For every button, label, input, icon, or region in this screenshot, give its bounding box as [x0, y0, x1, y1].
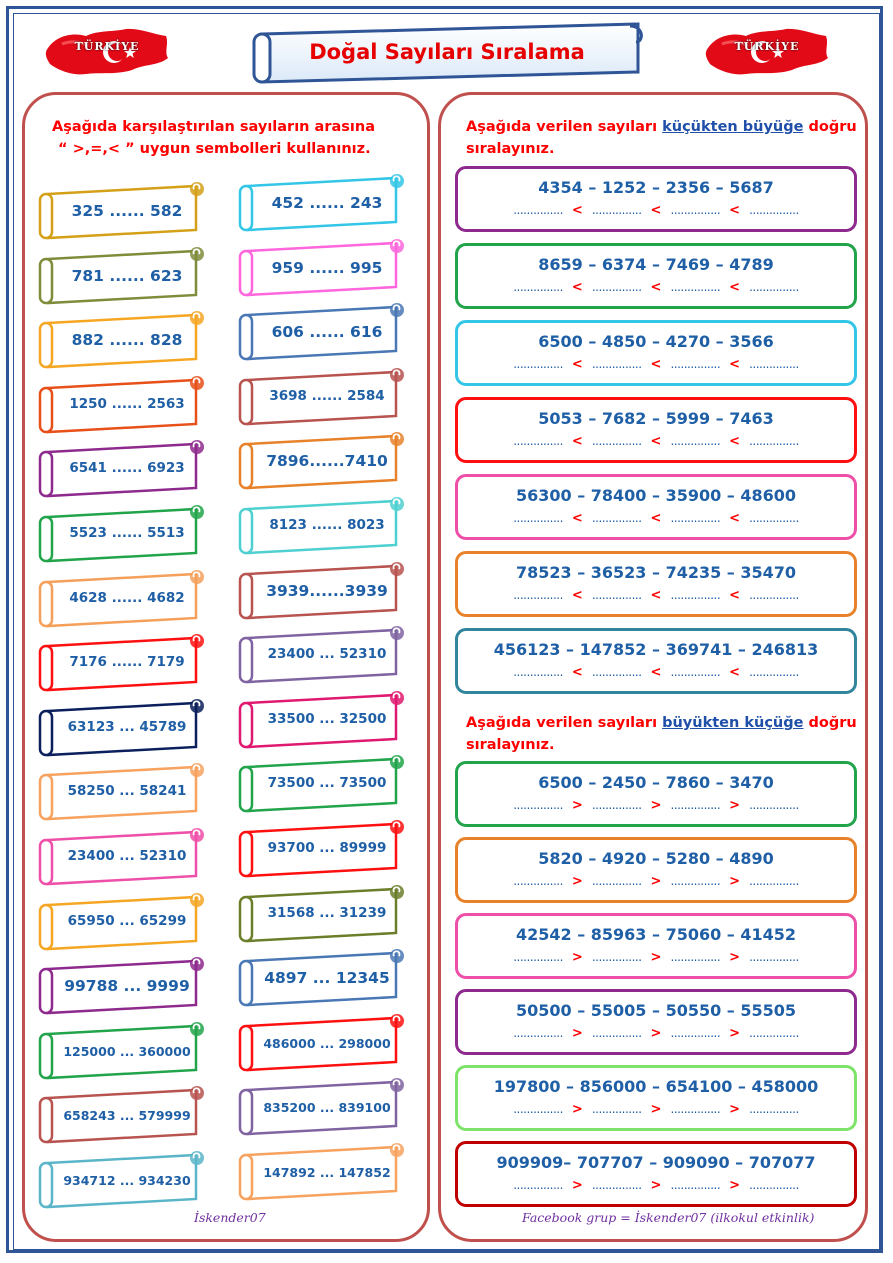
- comparison-item: [36, 568, 208, 628]
- order-symbol: <: [571, 588, 583, 603]
- answer-blank[interactable]: ...............: [513, 357, 563, 371]
- comparison-text: 65950 ... 65299: [67, 912, 187, 929]
- answer-blank[interactable]: ...............: [749, 280, 799, 294]
- comparison-item: [236, 430, 408, 490]
- answer-blank[interactable]: ...............: [670, 1102, 721, 1116]
- answer-blank[interactable]: ...............: [591, 1178, 642, 1192]
- comparison-text: 63123 ... 45789: [67, 718, 187, 735]
- keyword-underlined: küçükten büyüğe: [662, 119, 804, 135]
- answer-blanks[interactable]: [458, 1102, 854, 1117]
- left-footer: İskender07: [194, 1210, 266, 1225]
- comparison-text: 23400 ... 52310: [67, 848, 187, 864]
- order-symbol: >: [571, 1178, 583, 1193]
- keyword-underlined: büyükten küçüğe: [662, 715, 804, 731]
- answer-blank[interactable]: ...............: [591, 434, 642, 448]
- order-symbol: >: [650, 874, 662, 889]
- comparison-item: [36, 180, 208, 240]
- number-sequence: 4354 – 1252 – 2356 – 5687: [538, 178, 774, 197]
- number-sequence: 78523 – 36523 – 74235 – 35470: [515, 563, 797, 582]
- comparison-item: [236, 366, 408, 426]
- comparison-item: [236, 947, 408, 1007]
- answer-blank[interactable]: ...............: [513, 950, 563, 964]
- comparison-item: [236, 1141, 408, 1201]
- comparison-item: [36, 891, 208, 951]
- order-symbol: >: [571, 950, 583, 965]
- answer-blank[interactable]: ...............: [513, 798, 563, 812]
- answer-blank[interactable]: ...............: [749, 1178, 799, 1192]
- number-sequence: 50500 – 55005 – 50550 – 55505: [515, 1001, 797, 1020]
- number-sequence: 5820 – 4920 – 5280 – 4890: [538, 849, 774, 868]
- answer-blank[interactable]: ...............: [513, 1178, 563, 1192]
- order-symbol: >: [571, 1102, 583, 1117]
- comparison-item: [236, 1012, 408, 1072]
- answer-blank[interactable]: ...............: [749, 588, 799, 602]
- answer-blanks[interactable]: [458, 511, 854, 526]
- answer-blank[interactable]: ...............: [591, 588, 642, 602]
- ordering-box: [455, 166, 857, 232]
- answer-blanks[interactable]: [458, 588, 854, 603]
- order-symbol: <: [729, 280, 741, 295]
- comparison-text: 452 ...... 243: [271, 194, 383, 212]
- answer-blank[interactable]: ...............: [749, 434, 799, 448]
- order-symbol: <: [729, 203, 741, 218]
- comparison-item: [236, 818, 408, 878]
- instruction-line: Aşağıda verilen sayıları büyükten küçüğe doğru: [466, 715, 857, 731]
- answer-blanks[interactable]: [458, 874, 854, 889]
- answer-blank[interactable]: ...............: [670, 588, 721, 602]
- instruction-line: sıralayınız.: [466, 737, 555, 753]
- answer-blank[interactable]: ...............: [749, 203, 799, 217]
- comparison-item: [36, 697, 208, 757]
- answer-blank[interactable]: ...............: [591, 511, 642, 525]
- comparison-text: 99788 ... 9999: [64, 977, 190, 996]
- answer-blanks[interactable]: [458, 1026, 854, 1041]
- order-symbol: <: [729, 665, 741, 680]
- flag-label: TÜRKİYE: [734, 40, 800, 53]
- answer-blank[interactable]: ...............: [591, 798, 642, 812]
- comparison-item: [236, 624, 408, 684]
- comparison-item: [36, 438, 208, 498]
- descending-instruction: [466, 712, 857, 756]
- comparison-text: 1250 ...... 2563: [69, 395, 185, 412]
- comparison-item: [36, 503, 208, 563]
- ordering-box: [455, 1065, 857, 1131]
- answer-blank[interactable]: ...............: [591, 1102, 642, 1116]
- number-sequence: 456123 – 147852 – 369741 – 246813: [493, 640, 819, 659]
- comparison-item: [36, 1020, 208, 1080]
- answer-blank[interactable]: ...............: [670, 1178, 721, 1192]
- order-symbol: >: [729, 874, 741, 889]
- order-symbol: >: [729, 950, 741, 965]
- order-symbol: <: [729, 588, 741, 603]
- answer-blank[interactable]: ...............: [513, 588, 563, 602]
- answer-blanks[interactable]: [458, 280, 854, 295]
- instruction-line: Aşağıda verilen sayıları küçükten büyüğe doğru: [466, 119, 857, 135]
- order-symbol: <: [650, 357, 662, 372]
- order-symbol: <: [729, 357, 741, 372]
- comparison-text: 5523 ...... 5513: [69, 525, 185, 541]
- number-sequence: 8659 – 6374 – 7469 – 4789: [538, 255, 774, 274]
- answer-blank[interactable]: ...............: [670, 874, 721, 888]
- ordering-box: [455, 913, 857, 979]
- answer-blank[interactable]: ...............: [749, 665, 799, 679]
- order-symbol: >: [650, 1026, 662, 1041]
- ordering-box: [455, 989, 857, 1055]
- number-sequence: 42542 – 85963 – 75060 – 41452: [515, 925, 797, 944]
- comparison-item: [36, 309, 208, 369]
- right-footer: Facebook grup = İskender07 (ilkokul etkinlik): [522, 1210, 815, 1225]
- answer-blank[interactable]: ...............: [670, 357, 721, 371]
- answer-blank[interactable]: ...............: [670, 798, 721, 812]
- comparison-item: [236, 689, 408, 749]
- order-symbol: <: [571, 280, 583, 295]
- comparison-item: [236, 1076, 408, 1136]
- comparison-item: [36, 955, 208, 1015]
- comparison-item: [36, 374, 208, 434]
- comparison-item: [236, 883, 408, 943]
- order-symbol: >: [650, 1102, 662, 1117]
- comparison-item: [36, 761, 208, 821]
- order-symbol: <: [650, 434, 662, 449]
- ordering-box: [455, 397, 857, 463]
- answer-blank[interactable]: ...............: [749, 357, 799, 371]
- answer-blank[interactable]: ...............: [513, 1026, 563, 1040]
- number-sequence: 909909– 707707 – 909090 – 707077: [496, 1153, 816, 1172]
- comparison-item: [36, 245, 208, 305]
- turkey-map-flag-left: [42, 26, 172, 78]
- comparison-text: 6541 ...... 6923: [69, 460, 185, 477]
- answer-blank[interactable]: ...............: [670, 434, 721, 448]
- answer-blank[interactable]: ...............: [591, 1026, 642, 1040]
- order-symbol: <: [650, 203, 662, 218]
- order-symbol: >: [571, 798, 583, 813]
- order-symbol: <: [571, 357, 583, 372]
- answer-blank[interactable]: ...............: [591, 280, 642, 294]
- ordering-box: [455, 320, 857, 386]
- answer-blank[interactable]: ...............: [749, 950, 799, 964]
- title-banner: [250, 22, 644, 84]
- answer-blank[interactable]: ...............: [591, 203, 642, 217]
- page-title: Doğal Sayıları Sıralama: [309, 40, 585, 64]
- order-symbol: >: [571, 874, 583, 889]
- answer-blanks[interactable]: [458, 1178, 854, 1193]
- answer-blank[interactable]: ...............: [513, 511, 563, 525]
- number-sequence: 197800 – 856000 – 654100 – 458000: [493, 1077, 819, 1096]
- comparison-item: [36, 1149, 208, 1209]
- answer-blank[interactable]: ...............: [749, 511, 799, 525]
- answer-blanks[interactable]: [458, 798, 854, 813]
- comparison-text: 934712 ... 934230: [63, 1173, 191, 1188]
- ordering-box: [455, 1141, 857, 1207]
- instruction-line: Aşağıda karşılaştırılan sayıların arasına: [52, 119, 375, 135]
- turkey-map-flag-right: [702, 26, 832, 78]
- comparison-item: [236, 560, 408, 620]
- comparison-text: 4897 ... 12345: [264, 969, 390, 988]
- comparison-text: 7896......7410: [266, 452, 388, 471]
- order-symbol: >: [571, 1026, 583, 1041]
- order-symbol: >: [650, 1178, 662, 1193]
- answer-blanks[interactable]: [458, 357, 854, 372]
- comparison-text: 3698 ...... 2584: [269, 387, 385, 404]
- answer-blanks[interactable]: [458, 203, 854, 218]
- comparison-text: 147892 ... 147852: [263, 1165, 391, 1180]
- answer-blank[interactable]: ...............: [670, 280, 721, 294]
- order-symbol: >: [729, 1026, 741, 1041]
- ordering-box: [455, 837, 857, 903]
- comparison-text: 73500 ... 73500: [267, 775, 387, 792]
- answer-blank[interactable]: ...............: [513, 280, 563, 294]
- answer-blank[interactable]: ...............: [670, 950, 721, 964]
- number-sequence: 6500 – 2450 – 7860 – 3470: [538, 773, 774, 792]
- answer-blank[interactable]: ...............: [670, 203, 721, 217]
- answer-blanks[interactable]: [458, 665, 854, 680]
- comparison-text: 58250 ... 58241: [67, 783, 187, 800]
- comparison-item: [236, 172, 408, 232]
- order-symbol: >: [729, 1178, 741, 1193]
- comparison-text: 7176 ...... 7179: [69, 654, 185, 671]
- order-symbol: <: [729, 511, 741, 526]
- order-symbol: <: [650, 588, 662, 603]
- ordering-box: [455, 628, 857, 694]
- answer-blank[interactable]: ...............: [591, 665, 642, 679]
- comparison-item: [36, 632, 208, 692]
- order-symbol: <: [650, 665, 662, 680]
- comparison-item: [36, 1084, 208, 1144]
- comparison-text: 325 ...... 582: [71, 202, 183, 220]
- answer-blank[interactable]: ...............: [591, 950, 642, 964]
- comparison-text: 33500 ... 32500: [267, 710, 387, 727]
- order-symbol: <: [650, 280, 662, 295]
- answer-blank[interactable]: ...............: [749, 874, 799, 888]
- answer-blank[interactable]: ...............: [513, 434, 563, 448]
- comparison-text: 8123 ...... 8023: [269, 517, 385, 533]
- answer-blank[interactable]: ...............: [749, 1026, 799, 1040]
- comparison-text: 4628 ...... 4682: [69, 589, 185, 606]
- comparison-item: [36, 826, 208, 886]
- comparison-text: 658243 ... 579999: [63, 1108, 191, 1124]
- answer-blank[interactable]: ...............: [591, 874, 642, 888]
- left-instruction: [52, 116, 375, 160]
- order-symbol: <: [571, 203, 583, 218]
- ordering-box: [455, 551, 857, 617]
- order-symbol: >: [729, 798, 741, 813]
- answer-blank[interactable]: ...............: [591, 357, 642, 371]
- order-symbol: <: [571, 434, 583, 449]
- comparison-text: 959 ...... 995: [271, 258, 383, 277]
- answer-blank[interactable]: ...............: [670, 1026, 721, 1040]
- comparison-text: 882 ...... 828: [71, 331, 183, 350]
- answer-blank[interactable]: ...............: [749, 798, 799, 812]
- flag-label: TÜRKİYE: [74, 40, 140, 53]
- order-symbol: <: [571, 511, 583, 526]
- number-sequence: 56300 – 78400 – 35900 – 48600: [515, 486, 797, 505]
- answer-blanks[interactable]: [458, 950, 854, 965]
- instruction-line: “ >,=,< ” uygun sembolleri kullanınız.: [58, 141, 371, 157]
- comparison-text: 606 ...... 616: [271, 323, 383, 342]
- order-symbol: <: [571, 665, 583, 680]
- comparison-text: 486000 ... 298000: [263, 1035, 391, 1051]
- comparison-item: [236, 753, 408, 813]
- answer-blank[interactable]: ...............: [749, 1102, 799, 1116]
- number-sequence: 6500 – 4850 – 4270 – 3566: [538, 332, 774, 351]
- comparison-item: [236, 301, 408, 361]
- order-symbol: >: [650, 950, 662, 965]
- comparison-text: 125000 ... 360000: [63, 1043, 191, 1059]
- comparison-text: 93700 ... 89999: [267, 840, 387, 856]
- comparison-item: [236, 237, 408, 297]
- answer-blank[interactable]: ...............: [670, 511, 721, 525]
- answer-blank[interactable]: ...............: [513, 665, 563, 679]
- ordering-box: [455, 761, 857, 827]
- answer-blank[interactable]: ...............: [513, 203, 563, 217]
- instruction-line: sıralayınız.: [466, 141, 555, 157]
- order-symbol: >: [729, 1102, 741, 1117]
- comparison-text: 3939......3939: [266, 581, 388, 600]
- ordering-box: [455, 243, 857, 309]
- number-sequence: 5053 – 7682 – 5999 – 7463: [538, 409, 774, 428]
- order-symbol: <: [650, 511, 662, 526]
- answer-blank[interactable]: ...............: [670, 665, 721, 679]
- order-symbol: <: [729, 434, 741, 449]
- comparison-text: 31568 ... 31239: [267, 904, 387, 921]
- comparison-text: 23400 ... 52310: [267, 646, 387, 663]
- ascending-instruction: [466, 116, 857, 160]
- order-symbol: >: [650, 798, 662, 813]
- answer-blank[interactable]: ...............: [513, 1102, 563, 1116]
- comparison-text: 781 ...... 623: [71, 266, 183, 285]
- ordering-box: [455, 474, 857, 540]
- answer-blank[interactable]: ...............: [513, 874, 563, 888]
- comparison-text: 835200 ... 839100: [263, 1100, 391, 1116]
- comparison-item: [236, 495, 408, 555]
- answer-blanks[interactable]: [458, 434, 854, 449]
